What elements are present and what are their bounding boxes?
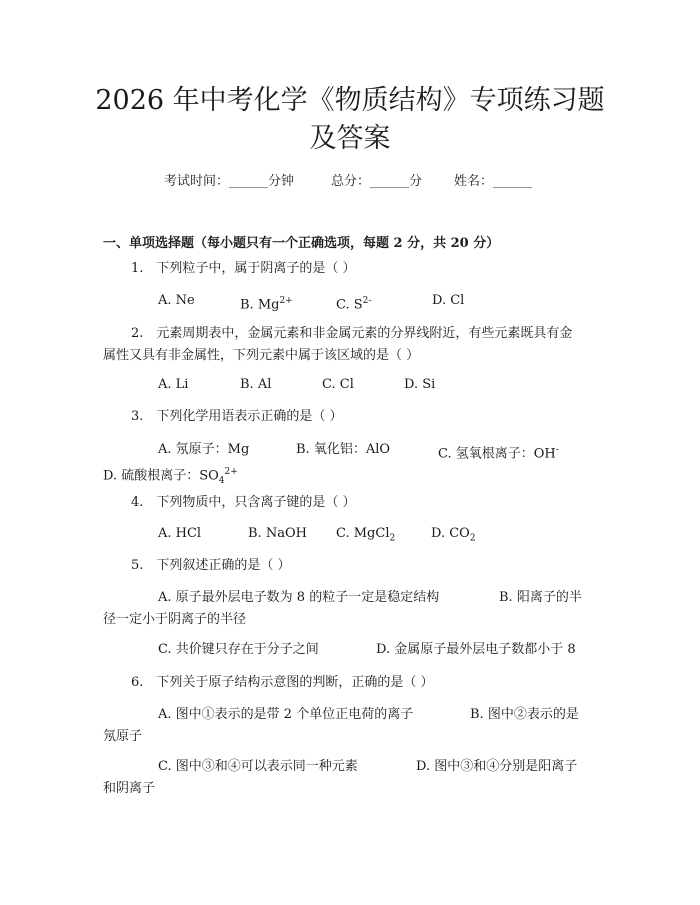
q6-option-c: C. 图中③和④可以表示同一种元素 bbox=[158, 759, 358, 774]
question-2-stem-cont: 属性又具有非金属性，下列元素中属于该区域的是（ ） bbox=[103, 348, 420, 363]
q5-option-c: C. 共价键只存在于分子之间 bbox=[158, 642, 319, 657]
section-heading: 一、单项选择题（每小题只有一个正确选项，每题 2 分，共 20 分） bbox=[103, 236, 500, 251]
q5-option-b-cont: 径一定小于阴离子的半径 bbox=[103, 612, 247, 627]
q3-option-c: C. 氢氧根离子：OH- bbox=[438, 445, 559, 462]
q1-option-a: A. Ne bbox=[158, 293, 195, 308]
q6-option-b: B. 图中②表示的是 bbox=[470, 707, 579, 722]
q6-option-d-cont: 和阴离子 bbox=[103, 781, 156, 796]
q2-option-c: C. Cl bbox=[322, 377, 354, 392]
q6-option-a: A. 图中①表示的是带 2 个单位正电荷的离子 bbox=[158, 707, 414, 722]
q1-option-c: C. $S^{2-}$ bbox=[336, 296, 372, 313]
student-name: 姓名：______ bbox=[454, 174, 533, 189]
page-title: 2026 年中考化学《物质结构》专项练习题及答案 bbox=[95, 85, 605, 154]
question-4-stem: 4. 下列物质中，只含离子键的是（ ） bbox=[131, 495, 356, 510]
q6-option-b-cont: 氖原子 bbox=[103, 729, 143, 744]
q4-option-b: B. NaOH bbox=[248, 526, 307, 541]
q4-option-c: C. MgCl$_2$ bbox=[336, 526, 396, 544]
q2-option-a: A. Li bbox=[158, 377, 189, 392]
question-1-stem: 1. 下列粒子中，属于阴离子的是（ ） bbox=[131, 261, 356, 276]
q6-option-d: D. 图中③和④分别是阳离子 bbox=[416, 759, 578, 774]
exam-time: 考试时间：______分钟 bbox=[164, 174, 295, 189]
q1-option-d: D. Cl bbox=[432, 293, 465, 308]
q4-option-d: D. $CO_2$ bbox=[431, 526, 476, 544]
q3-option-d: D. 硫酸根离子：$SO_4^{2+}$ bbox=[103, 467, 238, 486]
q3-option-b: B. 氧化铝：AlO bbox=[296, 442, 391, 457]
question-6-stem: 6. 下列关于原子结构示意图的判断，正确的是（ ） bbox=[131, 675, 434, 690]
question-5-stem: 5. 下列叙述正确的是（ ） bbox=[131, 558, 291, 573]
q5-option-a: A. 原子最外层电子数为 8 的粒子一定是稳定结构 bbox=[158, 590, 440, 605]
question-3-stem: 3. 下列化学用语表示正确的是（ ） bbox=[131, 409, 343, 424]
q5-option-d: D. 金属原子最外层电子数都小于 8 bbox=[376, 642, 576, 657]
total-score: 总分：______分 bbox=[331, 174, 423, 189]
q2-option-d: D. Si bbox=[404, 377, 436, 392]
q2-option-b: B. Al bbox=[240, 377, 272, 392]
question-2-stem: 2. 元素周期表中，金属元素和非金属元素的分界线附近，有些元素既具有金 bbox=[131, 326, 573, 341]
q4-option-a: A. HCl bbox=[158, 526, 202, 541]
q1-option-b: B. $Mg^{2+}$ bbox=[240, 296, 293, 313]
q5-option-b: B. 阳离子的半 bbox=[499, 590, 582, 605]
q3-option-a: A. 氖原子：Mg bbox=[158, 442, 250, 457]
